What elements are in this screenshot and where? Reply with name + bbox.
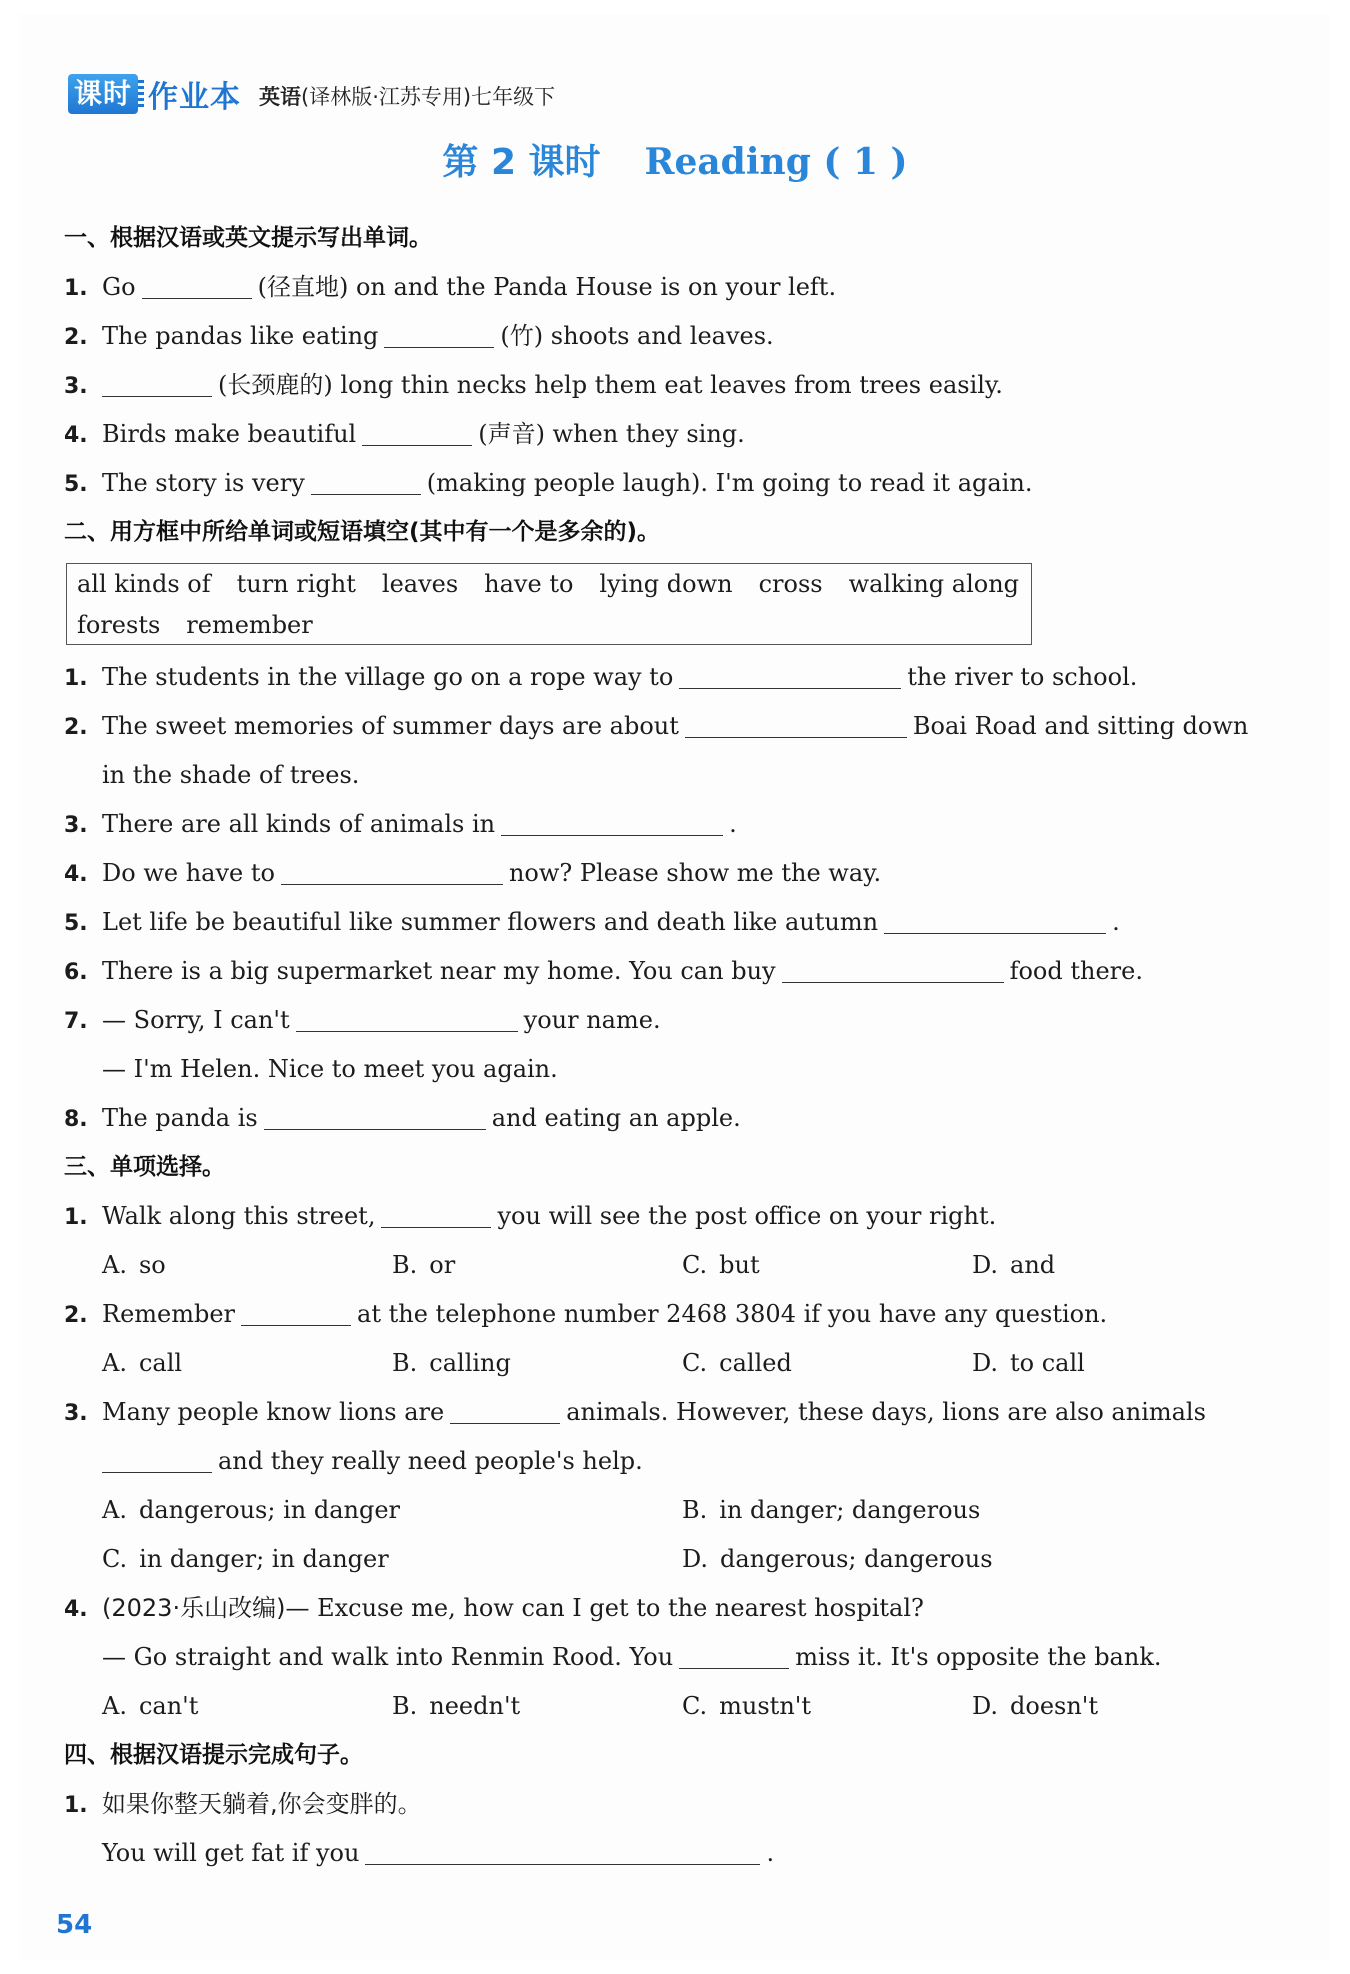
option-a[interactable]: A. call <box>102 1349 183 1377</box>
s1-item-5 <box>64 459 1284 508</box>
s2-item-8 <box>64 1094 1284 1143</box>
s4-question-1 <box>64 1780 1284 1829</box>
s3-question-4-reply <box>64 1633 1284 1682</box>
option-d[interactable]: D. dangerous; dangerous <box>682 1545 993 1573</box>
lesson-title <box>0 134 1350 185</box>
answer-blank[interactable] <box>384 317 494 348</box>
option-d[interactable]: D. to call <box>972 1349 1085 1377</box>
section-4-heading: 四、根据汉语提示完成句子。 <box>64 1742 363 1768</box>
item-text-after: . <box>1112 908 1120 936</box>
answer-blank[interactable] <box>365 1834 760 1865</box>
item-text-after: at the telephone number 2468 3804 if you have any question. <box>357 1300 1108 1328</box>
option-d[interactable]: D. doesn't <box>972 1692 1099 1720</box>
item-text-after: and they really need people's help. <box>218 1447 643 1475</box>
item-number: 3. <box>64 813 88 838</box>
answer-blank[interactable] <box>264 1099 486 1130</box>
lesson-topic: Reading ( 1 ) <box>644 141 908 183</box>
item-number: 3. <box>64 374 88 399</box>
item-number: 6. <box>64 960 88 985</box>
item-number: 1. <box>64 666 88 691</box>
item-text-after: you will see the post office on your right. <box>497 1202 997 1230</box>
item-text-after: . <box>729 810 737 838</box>
item-text-after: food there. <box>1009 957 1143 985</box>
s1-item-1 <box>64 263 1284 312</box>
option-a[interactable]: A. so <box>102 1251 166 1279</box>
s3-question-4 <box>64 1584 1284 1633</box>
word-bank-item: lying down <box>599 570 733 598</box>
section-3-heading: 三、单项选择。 <box>64 1154 225 1180</box>
word-bank-item: turn right <box>236 570 356 598</box>
s2-item-2-continued: in the shade of trees. <box>102 761 360 789</box>
s2-item-7 <box>64 996 1284 1045</box>
item-text-before: Remember <box>102 1300 236 1328</box>
s2-item-2 <box>64 702 1284 751</box>
s3-question-2 <box>64 1290 1284 1339</box>
item-text-after: the river to school. <box>907 663 1138 691</box>
item-text-after: (竹) shoots and leaves. <box>500 322 774 350</box>
answer-blank[interactable] <box>685 707 907 738</box>
item-text-after: and eating an apple. <box>491 1104 741 1132</box>
item-number: 5. <box>64 911 88 936</box>
option-a[interactable]: A. dangerous; in danger <box>102 1496 401 1524</box>
item-number: 1. <box>64 276 88 301</box>
exercise-content <box>64 214 1284 1878</box>
item-text-before: The pandas like eating <box>102 322 379 350</box>
s2-item-1 <box>64 653 1284 702</box>
s3-question-1 <box>64 1192 1284 1241</box>
item-number: 1. <box>64 1793 88 1818</box>
item-text-before: Walk along this street, <box>102 1202 376 1230</box>
word-bank-item: remember <box>186 611 313 639</box>
item-text-after: Boai Road and sitting down <box>912 712 1249 740</box>
s3-question-3 <box>64 1388 1284 1437</box>
s3-q3-options-cd <box>64 1535 1284 1584</box>
s2-item-3 <box>64 800 1284 849</box>
answer-blank[interactable] <box>241 1295 351 1326</box>
answer-blank[interactable] <box>102 1442 212 1473</box>
item-text-after: (径直地) on and the Panda House is on your left. <box>257 273 837 301</box>
answer-blank[interactable] <box>450 1393 560 1424</box>
item-text-after: (making people laugh). I'm going to read it again. <box>426 469 1033 497</box>
word-bank-item: all kinds of <box>77 570 211 598</box>
answer-blank[interactable] <box>142 268 252 299</box>
section-2-heading: 二、用方框中所给单词或短语填空(其中有一个是多余的)。 <box>64 519 661 545</box>
item-number: 8. <box>64 1107 88 1132</box>
lesson-number: 第 2 课时 <box>442 142 601 183</box>
answer-blank[interactable] <box>281 854 503 885</box>
s3-q2-options <box>64 1339 1284 1388</box>
item-text-after: (长颈鹿的) long thin necks help them eat leaves from trees easily. <box>218 371 1003 399</box>
item-text-before: The students in the village go on a rope way to <box>102 663 674 691</box>
item-text-before: Let life be beautiful like summer flowers and death like autumn <box>102 908 879 936</box>
answer-blank[interactable] <box>296 1001 518 1032</box>
option-c[interactable]: C. but <box>682 1251 760 1279</box>
word-bank-line-1 <box>77 564 1021 605</box>
answer-blank[interactable] <box>884 903 1106 934</box>
item-number: 5. <box>64 472 88 497</box>
word-bank-item: cross <box>758 570 823 598</box>
answer-blank[interactable] <box>679 658 901 689</box>
item-text-before: — Go straight and walk into Renmin Rood. You <box>102 1643 674 1671</box>
answer-blank[interactable] <box>362 415 472 446</box>
answer-blank[interactable] <box>381 1197 491 1228</box>
s3-q4-options <box>64 1682 1284 1731</box>
item-text-after: . <box>766 1839 775 1867</box>
item-text-before: You will get fat if you <box>102 1839 360 1867</box>
item-number: 7. <box>64 1009 88 1034</box>
item-text-before: Many people know lions are <box>102 1398 445 1426</box>
question-source: (2023·乐山改编) <box>102 1594 286 1622</box>
item-text-after: your name. <box>523 1006 661 1034</box>
word-bank-item: leaves <box>381 570 459 598</box>
option-b[interactable]: B. calling <box>392 1349 511 1377</box>
book-header <box>68 72 555 116</box>
item-number: 4. <box>64 862 88 887</box>
word-bank-item: walking along <box>848 570 1020 598</box>
s1-item-4 <box>64 410 1284 459</box>
item-text-before: The sweet memories of summer days are about <box>102 712 679 740</box>
item-number: 2. <box>64 1303 88 1328</box>
page-number: 54 <box>56 1910 93 1940</box>
s3-q1-options <box>64 1241 1284 1290</box>
book-info <box>259 81 555 111</box>
word-bank-item: have to <box>484 570 574 598</box>
item-number: 2. <box>64 715 88 740</box>
logo-text: 作业本 <box>148 80 242 115</box>
item-number: 4. <box>64 1597 88 1622</box>
option-a[interactable]: A. can't <box>102 1692 199 1720</box>
s3-q3-options-ab <box>64 1486 1284 1535</box>
answer-blank[interactable] <box>679 1638 789 1669</box>
word-bank-item: forests <box>77 611 161 639</box>
item-text-after: miss it. It's opposite the bank. <box>795 1643 1162 1671</box>
item-text-before: Go <box>102 273 136 301</box>
item-text-before: The story is very <box>102 469 305 497</box>
item-text-before: Do we have to <box>102 859 275 887</box>
item-number: 2. <box>64 325 88 350</box>
item-text-before: There is a big supermarket near my home. You can buy <box>102 957 776 985</box>
section-1-heading: 一、根据汉语或英文提示写出单词。 <box>64 225 432 251</box>
item-text-after: now? Please show me the way. <box>508 859 882 887</box>
item-text-before: Birds make beautiful <box>102 420 357 448</box>
item-text-after: (声音) when they sing. <box>478 420 745 448</box>
publisher-logo <box>68 74 241 114</box>
s1-item-3 <box>64 361 1284 410</box>
item-text-before: — Sorry, I can't <box>102 1006 290 1034</box>
option-b[interactable]: B. needn't <box>392 1692 521 1720</box>
item-number: 3. <box>64 1401 88 1426</box>
s2-item-6 <box>64 947 1284 996</box>
s3-question-3-continued <box>64 1437 1284 1486</box>
item-text-before: There are all kinds of animals in <box>102 810 496 838</box>
word-bank-box <box>66 563 1032 645</box>
s2-item-4 <box>64 849 1284 898</box>
item-number: 4. <box>64 423 88 448</box>
item-text: — Excuse me, how can I get to the nearest hospital? <box>285 1594 924 1622</box>
s4-question-1-answer <box>64 1829 1284 1878</box>
book-subject: 英语 <box>259 85 302 109</box>
item-text-before: The panda is <box>102 1104 258 1132</box>
answer-blank[interactable] <box>102 366 212 397</box>
answer-blank[interactable] <box>501 805 723 836</box>
option-b[interactable]: B. or <box>392 1251 456 1279</box>
logo-box: 课时 <box>68 74 138 114</box>
s2-item-7-continued: — I'm Helen. Nice to meet you again. <box>102 1055 558 1083</box>
item-text-after: animals. However, these days, lions are also animals <box>566 1398 1206 1426</box>
option-c[interactable]: C. called <box>682 1349 792 1377</box>
option-b[interactable]: B. in danger; dangerous <box>682 1496 981 1524</box>
item-number: 1. <box>64 1205 88 1230</box>
word-bank-line-2 <box>77 605 1021 646</box>
option-c[interactable]: C. in danger; in danger <box>102 1545 389 1573</box>
chinese-prompt: 如果你整天躺着,你会变胖的。 <box>102 1790 422 1818</box>
option-d[interactable]: D. and <box>972 1251 1056 1279</box>
option-c[interactable]: C. mustn't <box>682 1692 812 1720</box>
book-edition: (译林版·江苏专用)七年级下 <box>301 85 556 109</box>
s1-item-2 <box>64 312 1284 361</box>
answer-blank[interactable] <box>311 464 421 495</box>
s2-item-5 <box>64 898 1284 947</box>
answer-blank[interactable] <box>782 952 1004 983</box>
